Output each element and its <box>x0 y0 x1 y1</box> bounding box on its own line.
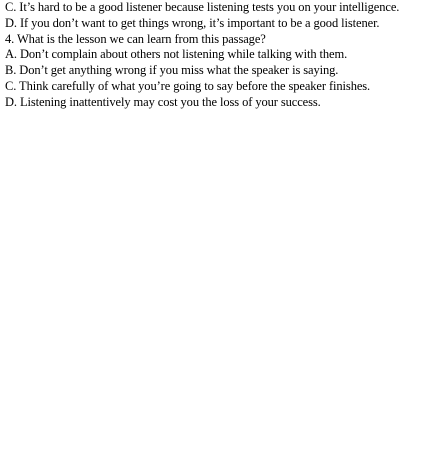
option-c-question-3: C. It’s hard to be a good listener because listening tests you on your intelligence. <box>5 0 400 14</box>
option-c-question-4: C. Think carefully of what you’re going to say before the speaker finishes. <box>5 78 371 93</box>
option-b-question-4: B. Don’t get anything wrong if you miss what the speaker is saying. <box>5 63 339 78</box>
option-d-question-4: D. Listening inattentively may cost you the loss of your success. <box>5 94 321 109</box>
option-d-question-3: D. If you don’t want to get things wrong, it’s important to be a good listener. <box>5 15 380 30</box>
question-4-prompt: 4. What is the lesson we can learn from this passage? <box>5 31 266 46</box>
option-a-question-4: A. Don’t complain about others not listening while talking with them. <box>5 47 348 62</box>
document-body <box>5 0 421 111</box>
